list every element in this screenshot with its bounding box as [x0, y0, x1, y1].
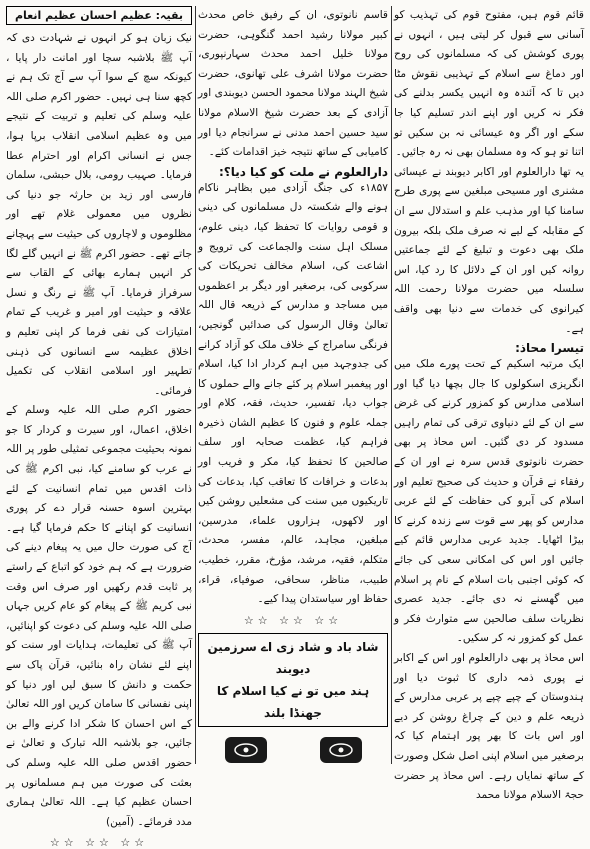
ornament-flower-icon	[320, 737, 362, 763]
ornament-row	[198, 737, 388, 763]
column-divider-right	[391, 6, 392, 764]
column-divider-left	[195, 6, 196, 764]
left-column	[6, 6, 192, 849]
poem-box	[198, 633, 388, 727]
left-para-2: حضور اکرم صلی اللہ علیہ وسلم کے اخلاق، اعمال، اور سیرت و کردار کا جو نمونہ بحیثیت مجموعی تمثیلی طور پر اللہ نے عرب کو سامنے کیا، نبی اکرم ﷺ کی ذات اقدس میں تمام انسانیت کے لئے بہترین اسوہ حسنہ قرار دے کر پوری انسانیت کو اپنانے کا حکم فرمایا گیا ہے۔ آج کی صورت حال میں یہ پیغام دینے کی ضرورت ہے کہ ہم خود کو اتباع کے راستے پر ثابت قدم رکھیں اور صرف اس وقت نبی کریم ﷺ کے پیغام کو عام کریں جہاں صلی اللہ علیہ وسلم کی دعوت کو اپنائیں، آپ ﷺ کی تعلیمات، ہدایات اور سنت کو اپنے لئے نشان راہ بنائیں، قرآن پاک سے حکمت و دانش کا سبق لیں اور دنیا کو اپنی نفسانی کا سامان کریں اور اللہ تعالیٰ کے اس احسان کا شکر ادا کرنے والے بن جائیں، جو بلاشبہ اللہ تبارک و تعالیٰ نے حضور اقدس صلی اللہ علیہ وسلم کی بعثت کی صورت میں ہم مسلمانوں پر احسان عظیم کیا ہے۔ اللہ تعالیٰ ہماری مدد فرمائے۔ (آمین)	[6, 404, 192, 828]
right-para-2: یہ تھا دارالعلوم اور اکابر دیوبند نے عیسائی مشنری اور مسیحی مبلغین سے پوری طرح سامنا کیا اور مذہب علم و استدلال سے ان کے مقابلہ کے لیے نہ صرف ملک بلکہ بیرون ملک بھی دعوت و تبلیغ کے لئے جماعتیں روانہ کیں اور ان کے دلائل کا رد کیا، اس سلسلہ میں حضرت مولانا رحمت اللہ کیرانوی کی خدمات سے دنیا بھی واقف ہے۔	[394, 165, 584, 335]
poem-line-2: ہند میں تو نے کیا اسلام کا جھنڈا بلند	[216, 683, 370, 720]
right-para-3: ایک مرتبہ اسکیم کے تحت پورے ملک میں انگریزی اسکولوں کا جال بچھا دیا گیا اور اسلامی مدارس کو کمزور کرنے کی غرض سے ان کے لئے دنیاوی ترقی کی تمام راہیں مسدود کر دی گئیں۔ اس محاذ پر بھی حضرت نانوتوی قدس سرہ نے اور ان کے رفقاء نے قرآن و حدیث کی صحیح تعلیم اور اسلام کی آبرو کی حفاظت کے لئے عربی مدارس کو پھر سے قوت سے زندہ کرنے کا بیڑا اٹھایا۔ جدید عربی مدارس قائم کیے جائیں اور اس کی امکانی سعی کی جائے کہ کوئی اجنبی بات اسلام کے نام پر اسلام میں گھسنے نہ دی جائے۔ جدید عصری نظریات سلف صالحین سے متوارث فکر و عمل کو کمزور نہ کر سکیں۔	[394, 358, 584, 645]
stars-divider-left: ☆☆ ☆☆ ☆☆	[49, 836, 149, 849]
left-para-1: نیک زبان ہو کر انہوں نے شہادت دی کہ آپ ﷺ بلاشبہ سچا اور امانت دار پایا ، کیونکہ سچ کے سوا آپ سے آج تک ہم نے کچھ سنا ہی نہیں۔ حضور اکرم صلی اللہ علیہ وسلم کی تعلیم و تربیت کے نتیجے میں وہ عظیم اسلامی انقلاب برپا ہوا، جس نے انسانی اکرام اور احترام عطا فرمایا۔ صہیب رومی، بلال حبشی، سلمان فارسی اور زید بن حارثہ جو دنیا کی نظروں میں معمولی غلام تھے اور مظلوموں و لاچاروں کی حیثیت سے پہچانے جاتے تھے۔ حضور اکرم ﷺ نے انہیں گلے لگا کر انہیں ہمارے بھائی کے القاب سے سرفراز فرمایا۔ آپ ﷺ نے رنگ و نسل علاقہ و حیثیت اور امیر و غریب کے تمام امتیازات کی نفی فرما کر اپنی تعلیم و اخلاق عظیمہ سے انسانوں کی ذہنی تطہیر اور اسلامی انقلاب کی تکمیل فرمائی۔	[6, 32, 192, 397]
stars-divider-middle: ☆☆ ☆☆ ☆☆	[243, 613, 343, 627]
ornament-flower-icon	[225, 737, 267, 763]
right-para-1: قائم قوم ہیں، مفتوح قوم کی تہذیب کو آسانی سے قبول کر لیتی ہیں ، انہوں نے پوری کوشش کی کہ مسلمانوں کی روح اور دماغ سے اسلام کے تہذیبی نقوش مٹا دیں تا کہ آئندہ وہ انہیں یکسر بدلنے کی فکر نہ کریں اور اپنے اندر تسلیم کیا جا سکے اور اگر وہ عیسائی نہ بن سکیں تو اتنا تو ہو کہ وہ مسلمان بھی نہ رہ جائیں۔	[394, 9, 584, 159]
middle-heading-what-did-darululoom-give: دارالعلوم نے ملت کو کیا دیا؟:	[218, 164, 388, 179]
right-column	[394, 6, 584, 802]
middle-column	[198, 6, 388, 764]
middle-para-2: ۱۸۵۷ء کی جنگ آزادی میں بظاہر ناکام ہونے والے شکستہ دل مسلمانوں کی دینی و قومی روایات کا تحفظ کیا، دینی علوم، مسلک اہل سنت والجماعت کی ترویج و اشاعت کی، اسلام مخالف تحریکات کی سرکوبی کی، برصغیر اور دیگر بر اعظموں میں مساجد و مدارس کے ذریعہ قال اللہ تعالیٰ وقال الرسول کی صدائیں گونجیں، فرنگی سامراج کے خلاف ملک کو آزاد کرانے کی جدوجہد میں اہم کردار ادا کیا، اسلام اور پیغمبر اسلام پر کئے جانے والے حملوں کا جواب دیا، تفسیر، حدیث، فقہ، کلام اور جملہ علوم و فنون کا عظیم الشان ذخیرہ فراہم کیا، عظمت صحابہ اور سلف صالحین کا تحفظ کیا، مکر و فریب اور بدعات و خرافات کا تعاقب کیا، بدعات کی تاریکیوں میں سنت کی مشعلیں روشن کیں اور لاکھوں، ہزاروں علماء، مدرسین، مبلغین، مجاہد، عالم، مفسر، محدث، متکلم، فقیہ، مرشد، مؤرخ، مقرر، خطیب، طبیب، مناظر، سحافی، صوفیاء، قراء، حفاظ اور سیاستدان پیدا کیے۔	[198, 181, 388, 606]
right-heading-third-front: تیسرا محاذ:	[515, 341, 584, 356]
middle-para-1: قاسم نانوتوی، ان کے رفیق خاص محدث کبیر مولانا رشید احمد گنگوہی، حضرت مولانا خلیل احمد محدث سہارنپوری، حضرت مولانا اشرف علی تھانوی، حضرت شیخ الہند مولانا محمود الحسن دیوبندی اور آزادی کے بعد حضرت شیخ الاسلام مولانا سید حسین احمد مدنی نے سرانجام دیا اور کامیابی کے ساتھ نتیجہ خیز اقدامات کئے۔	[198, 9, 388, 159]
continuation-title: بقیہ: عظیم احسان عظیم انعام	[6, 6, 192, 25]
right-para-4: اس محاذ پر بھی دارالعلوم اور اس کے اکابر نے پوری ذمہ داری کا ثبوت دیا اور ہندوستان کے چپے چپے پر عربی مدارس کے ذریعہ علم و دین کے چراغ روشن کر دیے اور اس بات کا بھر پور اہتمام کیا کہ برصغیر میں اسلام اپنی اصل شکل وصورت کے ساتھ نمایاں رہے۔ اس محاذ پر حضرت حجۃ الاسلام مولانا محمد	[394, 652, 584, 802]
poem-line-1: شاد باد و شاد زی اے سرزمین دیوبند	[207, 639, 379, 676]
